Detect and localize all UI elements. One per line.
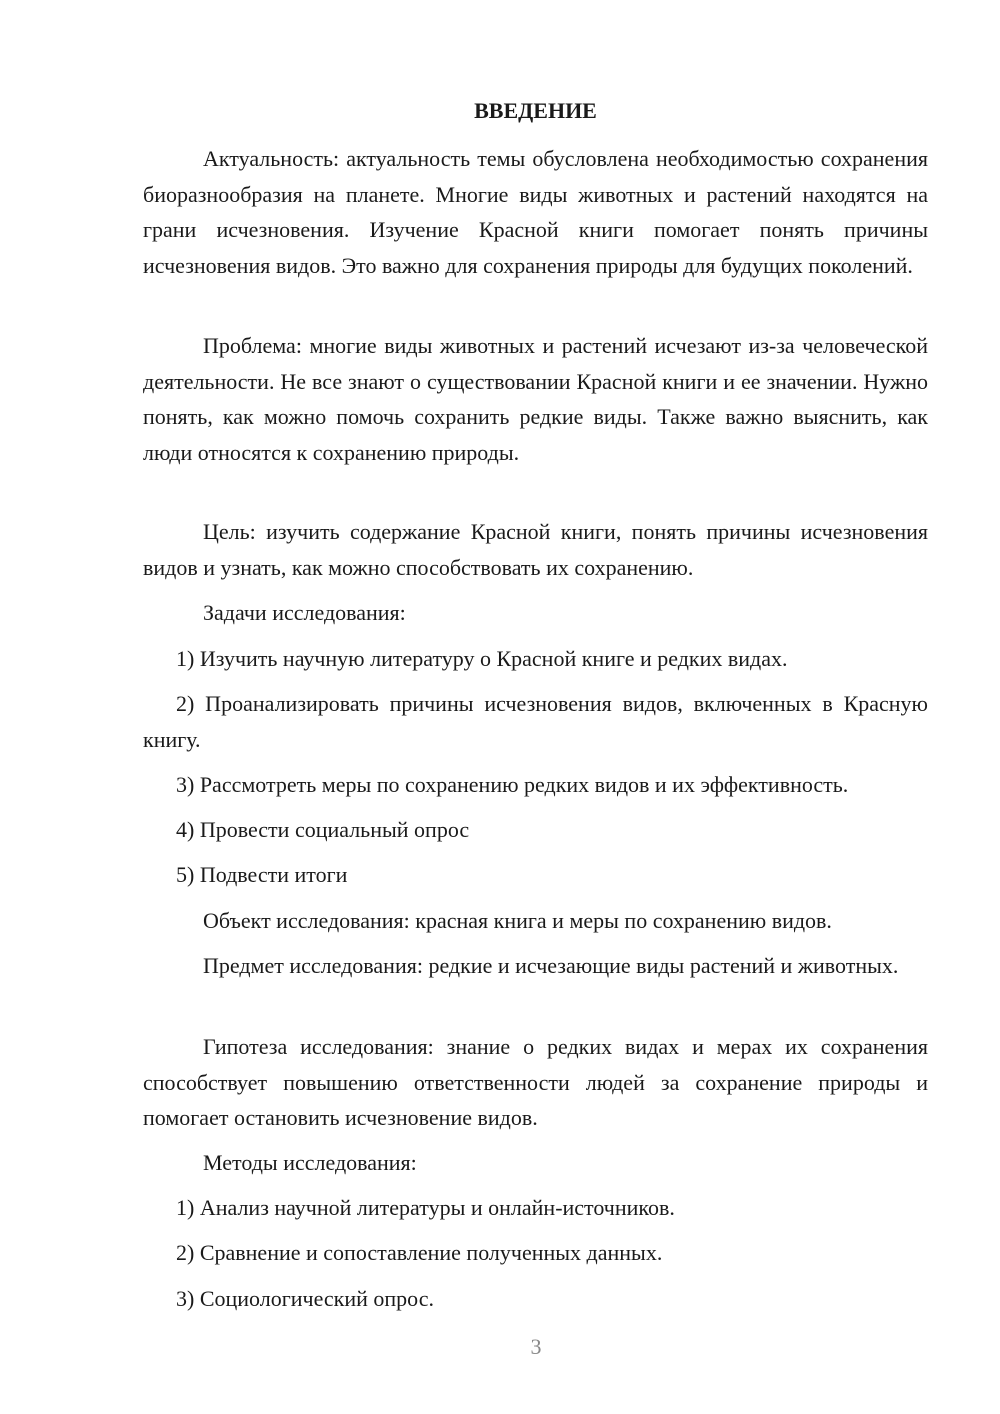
goal-paragraph: Цель: изучить содержание Красной книги, понять причины исчезновения видов и узнать, как можно способствовать их сохранению. <box>143 519 928 580</box>
task-item-4: 4) Провести социальный опрос <box>176 817 470 842</box>
task-item-5: 5) Подвести итоги <box>176 862 348 887</box>
page-number: 3 <box>530 1334 542 1359</box>
object-paragraph: Объект исследования: красная книга и меры по сохранению видов. <box>203 908 832 933</box>
task-item-1: 1) Изучить научную литературу о Красной книге и редких видах. <box>176 646 788 671</box>
methods-heading: Методы исследования: <box>203 1150 417 1175</box>
relevance-paragraph: Актуальность: актуальность темы обусловлена необходимостью сохранения биоразнообразия на планете. Многие виды животных и растений находятся на грани исчезновения. Изучение Красной книги помогает понять причины исчезновения видов. Это важно для сохранения природы для будущих поколений. <box>143 146 928 278</box>
section-title: ВВЕДЕНИЕ <box>474 98 597 123</box>
problem-paragraph: Проблема: многие виды животных и растений исчезают из-за человеческой деятельности. Не все знают о существовании Красной книги и ее значении. Нужно понять, как можно помочь сохранить редкие виды. Также важно выяснить, как люди относятся к сохранению природы. <box>143 333 928 465</box>
tasks-heading: Задачи исследования: <box>203 600 406 625</box>
subject-paragraph: Предмет исследования: редкие и исчезающие виды растений и животных. <box>203 953 899 978</box>
hypothesis-paragraph: Гипотеза исследования: знание о редких видах и мерах их сохранения способствует повышению ответственности людей за сохранение природы и помогает остановить исчезновение видов. <box>143 1034 928 1130</box>
task-item-2: 2) Проанализировать причины исчезновения видов, включенных в Красную книгу. <box>143 691 928 752</box>
method-item-1: 1) Анализ научной литературы и онлайн-источников. <box>176 1195 675 1220</box>
method-item-2: 2) Сравнение и сопоставление полученных данных. <box>176 1240 663 1265</box>
task-item-3: 3) Рассмотреть меры по сохранению редких видов и их эффективность. <box>176 772 849 797</box>
method-item-3: 3) Социологический опрос. <box>176 1286 434 1311</box>
